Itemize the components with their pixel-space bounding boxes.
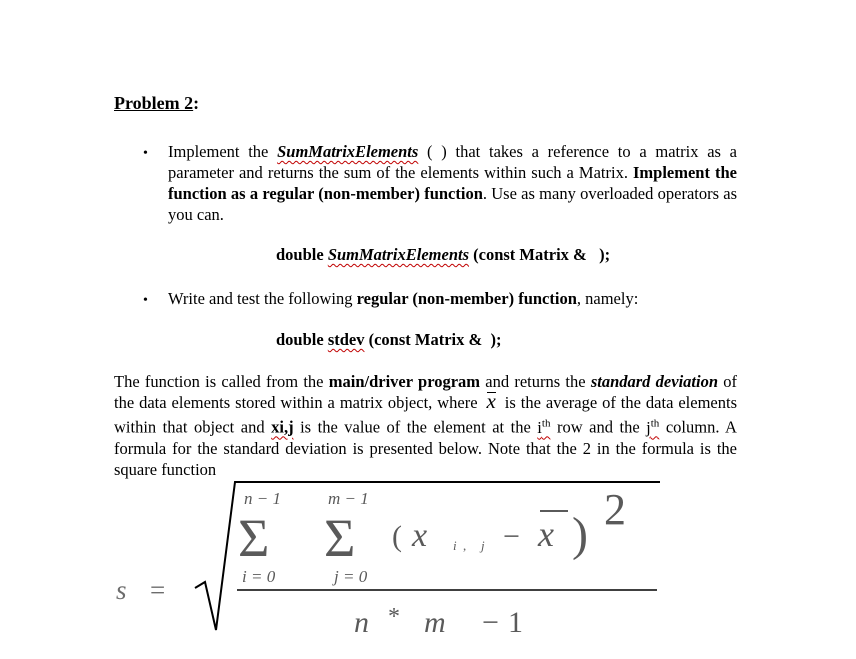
code-stdev-signature: double stdev (const Matrix & ); <box>276 330 502 349</box>
den-minus: − <box>482 606 499 639</box>
bullet-marker-1: • <box>143 146 148 161</box>
stdev-formula <box>110 478 670 648</box>
bullet1-text: Implement the SumMatrixElements ( ) that takes a reference to a matrix as a parameter and returns the sum of the elements within such a Matrix. Implement the function as a regular (non-member) function. Use as many overloaded operators as you can. <box>168 142 738 224</box>
sigma-2: Σ <box>324 508 356 568</box>
sub-j: j <box>481 538 485 553</box>
bullet-marker-2: • <box>143 293 148 308</box>
sum2-upper: m − 1 <box>328 489 369 508</box>
formula-s: s <box>116 575 127 605</box>
x-ij: x <box>412 517 428 554</box>
right-paren: ) <box>572 508 588 561</box>
code-sum-signature: double SumMatrixElements (const Matrix & ); <box>276 245 611 264</box>
problem-title: Problem 2: <box>114 93 200 113</box>
sum2-lower: j = 0 <box>334 567 368 586</box>
sub-i: i <box>453 538 457 553</box>
xbar-symbol: x <box>486 389 496 413</box>
xij-symbol: xi,j <box>271 417 294 437</box>
den-m: m <box>424 606 446 639</box>
x-bar: x <box>538 514 554 554</box>
fn-name-sum: SumMatrixElements <box>277 142 419 161</box>
left-paren-small: ( <box>392 520 402 553</box>
sum1-upper: n − 1 <box>244 489 281 508</box>
bold-instruction: Implement the function as a regular (non-member) function <box>168 163 738 203</box>
den-star: * <box>388 604 400 630</box>
sum1-lower: i = 0 <box>242 567 276 586</box>
minus: − <box>503 520 520 553</box>
formula-equals: = <box>150 575 166 605</box>
description-paragraph: The function is called from the main/driver program and returns the standard deviation of the data elements stored within a matrix object, where x is the average of the data elements within that object and xi,j is the value of the element at the $i^{th}$ row and the $j^{th}$ column. A formula for the standard deviation is presented below. Note that the 2 in the formula is the square function <box>114 372 738 479</box>
exponent-2: 2 <box>604 485 626 534</box>
sigma-1: Σ <box>238 508 270 568</box>
den-one: 1 <box>508 606 523 639</box>
bullet2-text: Write and test the following regular (non-member) function, namely: <box>168 289 639 308</box>
sub-comma: , <box>463 538 467 553</box>
den-n: n <box>354 606 369 639</box>
